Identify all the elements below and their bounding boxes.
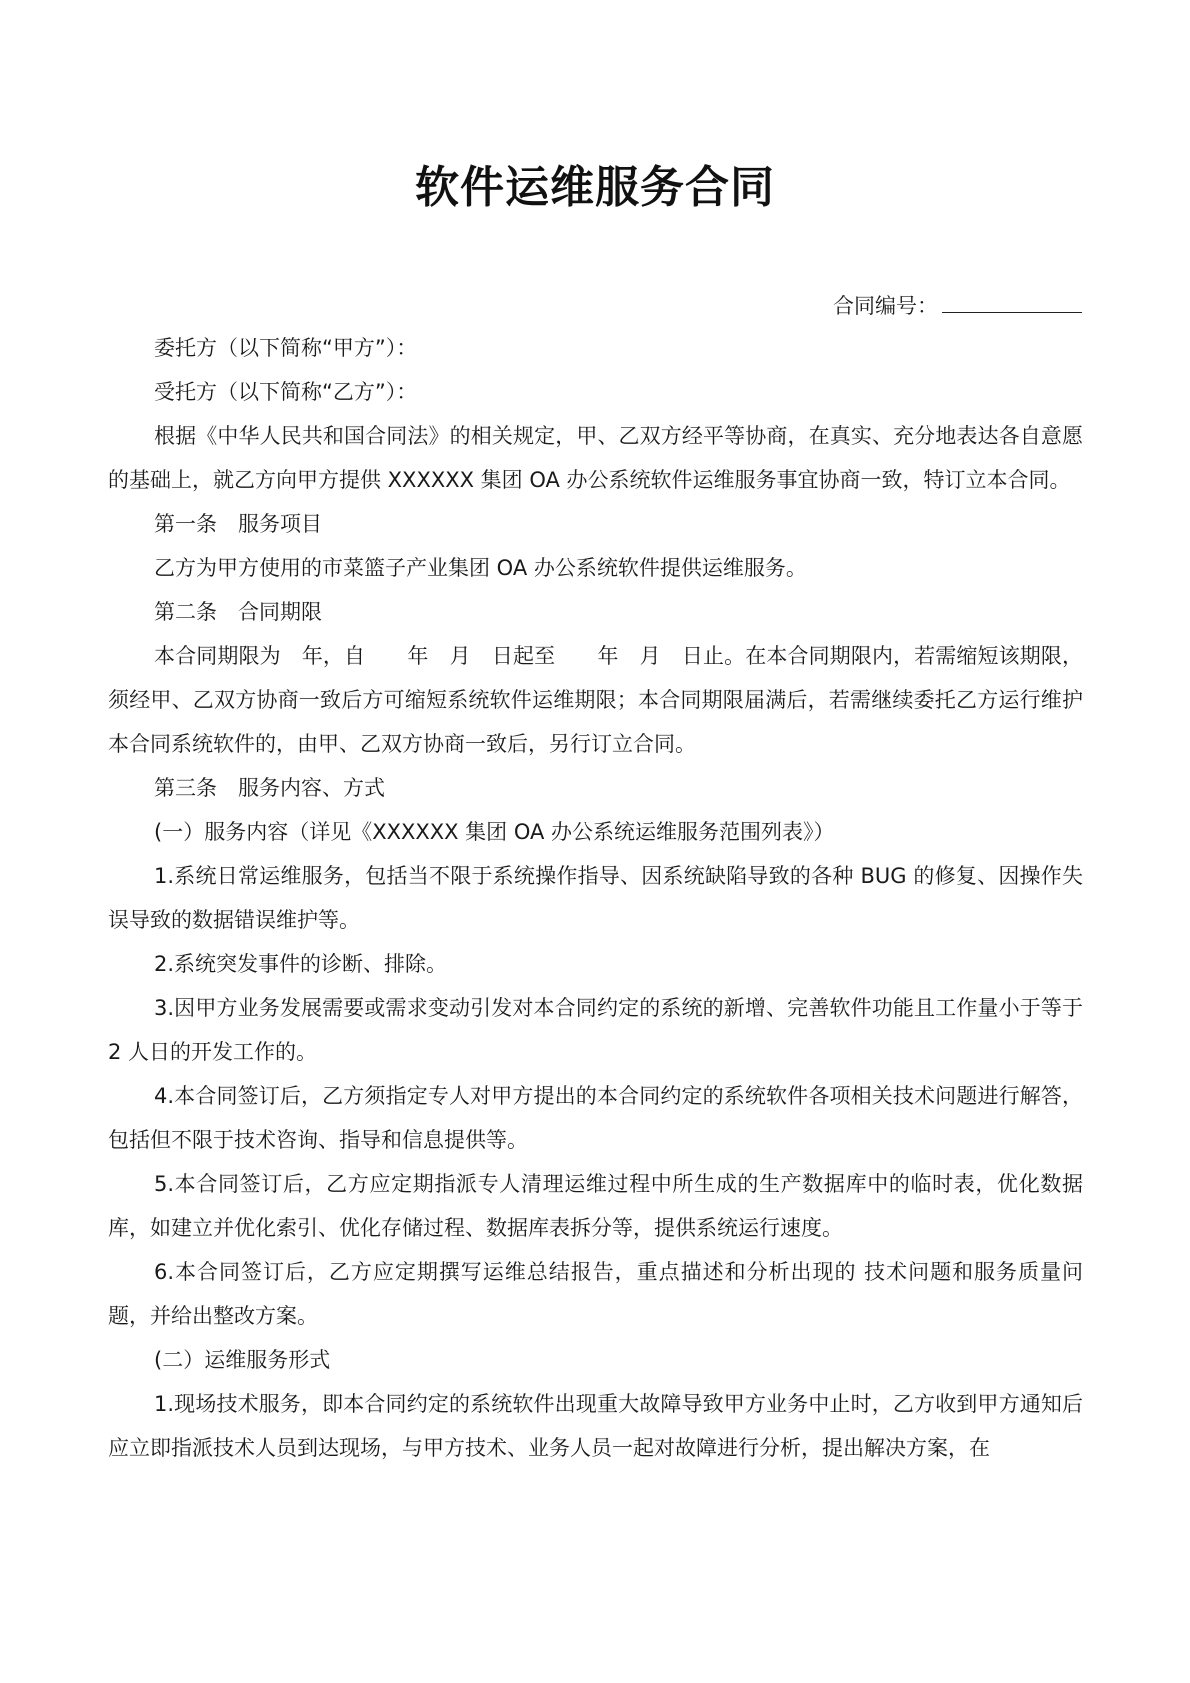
service-item-5: 5.本合同签订后，乙方应定期指派专人清理运维过程中所生成的生产数据库中的临时表，优化数据库，如建立并优化索引、优化存储过程、数据库表拆分等，提供系统运行速度。 — [108, 1172, 1083, 1240]
service-item-1: 1.系统日常运维服务，包括当不限于系统操作指导、因系统缺陷导致的各种 BUG 的修复、因操作失误导致的数据错误维护等。 — [108, 864, 1083, 932]
article-3-heading: 第三条 服务内容、方式 — [154, 776, 385, 800]
document-title: 软件运维服务合同 — [415, 162, 775, 213]
service-item-2: 2.系统突发事件的诊断、排除。 — [154, 952, 448, 976]
article-2-text: 本合同期限为 年，自 年 月 日起至 年 月 日止。在本合同期限内，若需缩短该期限，须经甲、乙双方协商一致后方可缩短系统软件运维期限；本合同期限届满后，若需继续委托乙方运行维护本合同系统软件的，由甲、乙双方协商一致后，另行订立合同。 — [108, 644, 1083, 756]
paragraph-preamble: 根据《中华人民共和国合同法》的相关规定，甲、乙双方经平等协商，在真实、充分地表达各自意愿的基础上，就乙方向甲方提供 XXXXXX 集团 OA 办公系统软件运维服务事宜协商一致，特订立本合同。 — [108, 424, 1083, 492]
contract-number — [833, 290, 1082, 322]
contract-number-blank — [942, 290, 1082, 313]
service-item-6: 6.本合同签订后，乙方应定期撰写运维总结报告，重点描述和分析出现的 技术问题和服务质量问题，并给出整改方案。 — [108, 1260, 1083, 1328]
contract-number-label: 合同编号： — [833, 294, 938, 318]
service-item-4: 4.本合同签订后，乙方须指定专人对甲方提出的本合同约定的系统软件各项相关技术问题进行解答，包括但不限于技术咨询、指导和信息提供等。 — [108, 1084, 1083, 1152]
article-2-heading: 第二条 合同期限 — [154, 600, 322, 624]
section-service-form: (二）运维服务形式 — [154, 1348, 331, 1372]
service-item-3: 3.因甲方业务发展需要或需求变动引发对本合同约定的系统的新增、完善软件功能且工作量小于等于 2 人日的开发工作的。 — [108, 996, 1083, 1064]
article-1-heading: 第一条 服务项目 — [154, 512, 322, 536]
article-1-text: 乙方为甲方使用的市菜篮子产业集团 OA 办公系统软件提供运维服务。 — [154, 556, 807, 580]
paragraph-party-a: 委托方（以下简称“甲方”）： — [154, 336, 418, 360]
service-form-item-1: 1.现场技术服务，即本合同约定的系统软件出现重大故障导致甲方业务中止时，乙方收到甲方通知后应立即指派技术人员到达现场，与甲方技术、业务人员一起对故障进行分析，提出解决方案，在 — [108, 1392, 1083, 1460]
paragraph-party-b: 受托方（以下简称“乙方”）： — [154, 380, 418, 404]
section-service-content: (一）服务内容（详见《XXXXXX 集团 OA 办公系统运维服务范围列表》） — [154, 820, 835, 844]
contract-body — [108, 326, 1083, 1470]
